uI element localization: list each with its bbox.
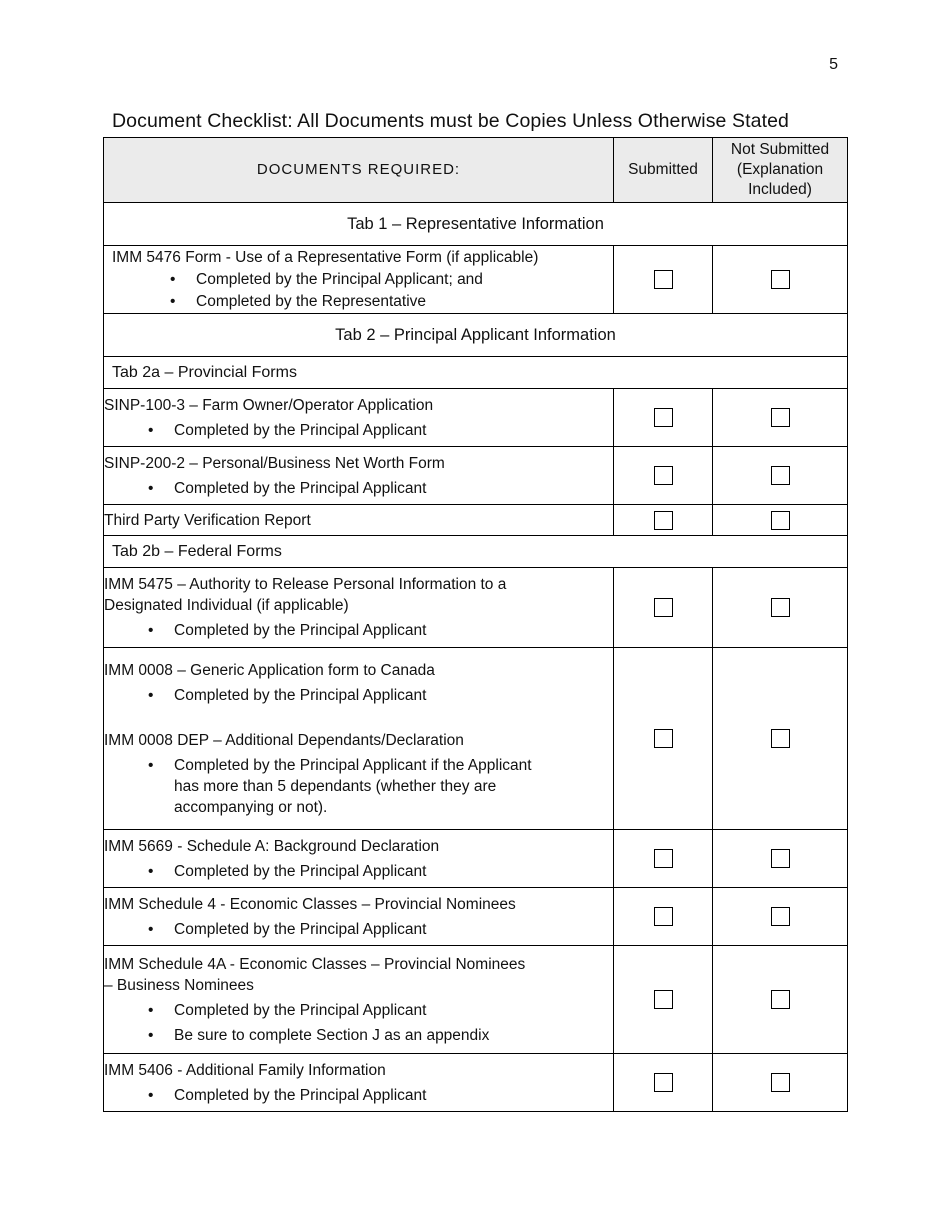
submitted-cell <box>614 1054 713 1112</box>
item-bullet: • Completed by the Principal Applicant <box>104 620 613 641</box>
submitted-cell <box>614 888 713 946</box>
item-title-line-2: – Business Nominees <box>104 976 254 994</box>
table-row <box>104 648 848 830</box>
item-title-line-1: IMM Schedule 4A - Economic Classes – Provincial Nominees <box>104 955 526 973</box>
table-header-row <box>104 138 848 203</box>
table-row <box>104 447 848 505</box>
item-bullet: • Completed by the Principal Applicant <box>104 685 613 706</box>
submitted-checkbox[interactable] <box>654 990 673 1009</box>
item-sinp-200-2 <box>104 447 614 505</box>
not-submitted-cell <box>713 888 848 946</box>
item-imm-5476 <box>104 246 614 314</box>
item-spacer <box>104 706 613 730</box>
not-submitted-checkbox[interactable] <box>771 1073 790 1092</box>
submitted-cell <box>614 389 713 447</box>
not-submitted-checkbox[interactable] <box>771 598 790 617</box>
not-submitted-cell <box>713 946 848 1054</box>
item-title: IMM Schedule 4 - Economic Classes – Provincial Nominees <box>104 895 516 913</box>
submitted-cell <box>614 246 713 314</box>
item-imm-schedule-4a <box>104 946 614 1054</box>
not-submitted-cell <box>713 1054 848 1112</box>
not-submitted-checkbox[interactable] <box>771 990 790 1009</box>
item-title: SINP-200-2 – Personal/Business Net Worth Form <box>104 454 445 472</box>
item-bullet: • Completed by the Principal Applicant <box>104 919 613 940</box>
not-submitted-checkbox[interactable] <box>771 270 790 289</box>
tab-2a-section-row <box>104 357 848 389</box>
item-title: Third Party Verification Report <box>104 511 311 529</box>
tab-1-heading: Tab 1 – Representative Information <box>104 203 848 246</box>
not-submitted-checkbox[interactable] <box>771 907 790 926</box>
not-submitted-cell <box>713 648 848 830</box>
submitted-cell <box>614 946 713 1054</box>
tab-2-section-row <box>104 314 848 357</box>
item-title-line-1: IMM 5475 – Authority to Release Personal Information to a <box>104 576 507 593</box>
item-third-party-verification <box>104 505 614 536</box>
item-bullet: • Completed by the Principal Applicant <box>104 478 613 499</box>
table-row <box>104 568 848 648</box>
item-title: IMM 5406 - Additional Family Information <box>104 1061 386 1079</box>
table-row <box>104 1054 848 1112</box>
item-bullet <box>104 755 613 818</box>
item-imm-5475 <box>104 568 614 648</box>
not-submitted-checkbox[interactable] <box>771 849 790 868</box>
header-submitted: Submitted <box>614 138 713 203</box>
item-imm-0008 <box>104 648 614 830</box>
header-not-submitted-line-3: Included) <box>748 181 812 198</box>
submitted-cell <box>614 505 713 536</box>
tab-2b-section-row <box>104 536 848 568</box>
item-title: IMM 5476 Form - Use of a Representative Form (if applicable) <box>112 249 539 266</box>
item-title: IMM 5669 - Schedule A: Background Declaration <box>104 837 440 855</box>
item-bullet: • Completed by the Principal Applicant <box>104 861 613 882</box>
not-submitted-checkbox[interactable] <box>771 466 790 485</box>
submitted-cell <box>614 830 713 888</box>
submitted-checkbox[interactable] <box>654 466 673 485</box>
item-bullet: • Completed by the Principal Applicant; and <box>112 269 613 290</box>
item-title: IMM 0008 – Generic Application form to Canada <box>104 661 435 679</box>
table-row <box>104 830 848 888</box>
submitted-cell <box>614 648 713 830</box>
item-title: SINP-100-3 – Farm Owner/Operator Application <box>104 396 434 414</box>
not-submitted-cell <box>713 830 848 888</box>
submitted-checkbox[interactable] <box>654 408 673 427</box>
not-submitted-cell <box>713 568 848 648</box>
table-row <box>104 389 848 447</box>
not-submitted-checkbox[interactable] <box>771 408 790 427</box>
not-submitted-checkbox[interactable] <box>771 511 790 530</box>
item-bullet-line-3: accompanying or not). <box>174 798 328 816</box>
submitted-checkbox[interactable] <box>654 729 673 748</box>
item-title-line-2: Designated Individual (if applicable) <box>104 597 349 614</box>
submitted-checkbox[interactable] <box>654 598 673 617</box>
table-row <box>104 505 848 536</box>
header-not-submitted-line-2: (Explanation <box>736 161 824 178</box>
item-title-dep: IMM 0008 DEP – Additional Dependants/Declaration <box>104 731 464 749</box>
table-row <box>104 246 848 314</box>
item-imm-schedule-4 <box>104 888 614 946</box>
item-bullet: • Completed by the Principal Applicant <box>104 1000 613 1021</box>
not-submitted-cell <box>713 389 848 447</box>
header-not-submitted <box>713 138 848 203</box>
submitted-cell <box>614 447 713 505</box>
table-row <box>104 946 848 1054</box>
submitted-checkbox[interactable] <box>654 907 673 926</box>
not-submitted-cell <box>713 246 848 314</box>
tab-1-section-row <box>104 203 848 246</box>
not-submitted-cell <box>713 505 848 536</box>
page-title: Document Checklist: All Documents must be Copies Unless Otherwise Stated <box>112 110 789 132</box>
item-bullet-line-2: has more than 5 dependants (whether they are <box>174 777 497 795</box>
header-not-submitted-line-1: Not Submitted <box>730 141 830 158</box>
document-checklist-table <box>103 137 848 1112</box>
tab-2a-heading: Tab 2a – Provincial Forms <box>104 357 848 389</box>
item-bullet-line-1: • Completed by the Principal Applicant if the Applicant <box>174 756 532 774</box>
submitted-checkbox[interactable] <box>654 1073 673 1092</box>
tab-2b-heading: Tab 2b – Federal Forms <box>104 536 848 568</box>
item-bullet: • Completed by the Principal Applicant <box>104 1085 613 1106</box>
item-bullet: • Completed by the Representative <box>112 291 613 312</box>
submitted-checkbox[interactable] <box>654 270 673 289</box>
submitted-cell <box>614 568 713 648</box>
not-submitted-checkbox[interactable] <box>771 729 790 748</box>
table-row <box>104 888 848 946</box>
item-imm-5406 <box>104 1054 614 1112</box>
page-number: 5 <box>829 56 838 73</box>
submitted-checkbox[interactable] <box>654 849 673 868</box>
not-submitted-cell <box>713 447 848 505</box>
header-documents-required: DOCUMENTS REQUIRED: <box>104 138 614 203</box>
tab-2-heading: Tab 2 – Principal Applicant Information <box>104 314 848 357</box>
item-imm-5669 <box>104 830 614 888</box>
item-sinp-100-3 <box>104 389 614 447</box>
item-bullet: • Completed by the Principal Applicant <box>104 420 613 441</box>
item-bullet: • Be sure to complete Section J as an appendix <box>104 1025 613 1046</box>
submitted-checkbox[interactable] <box>654 511 673 530</box>
